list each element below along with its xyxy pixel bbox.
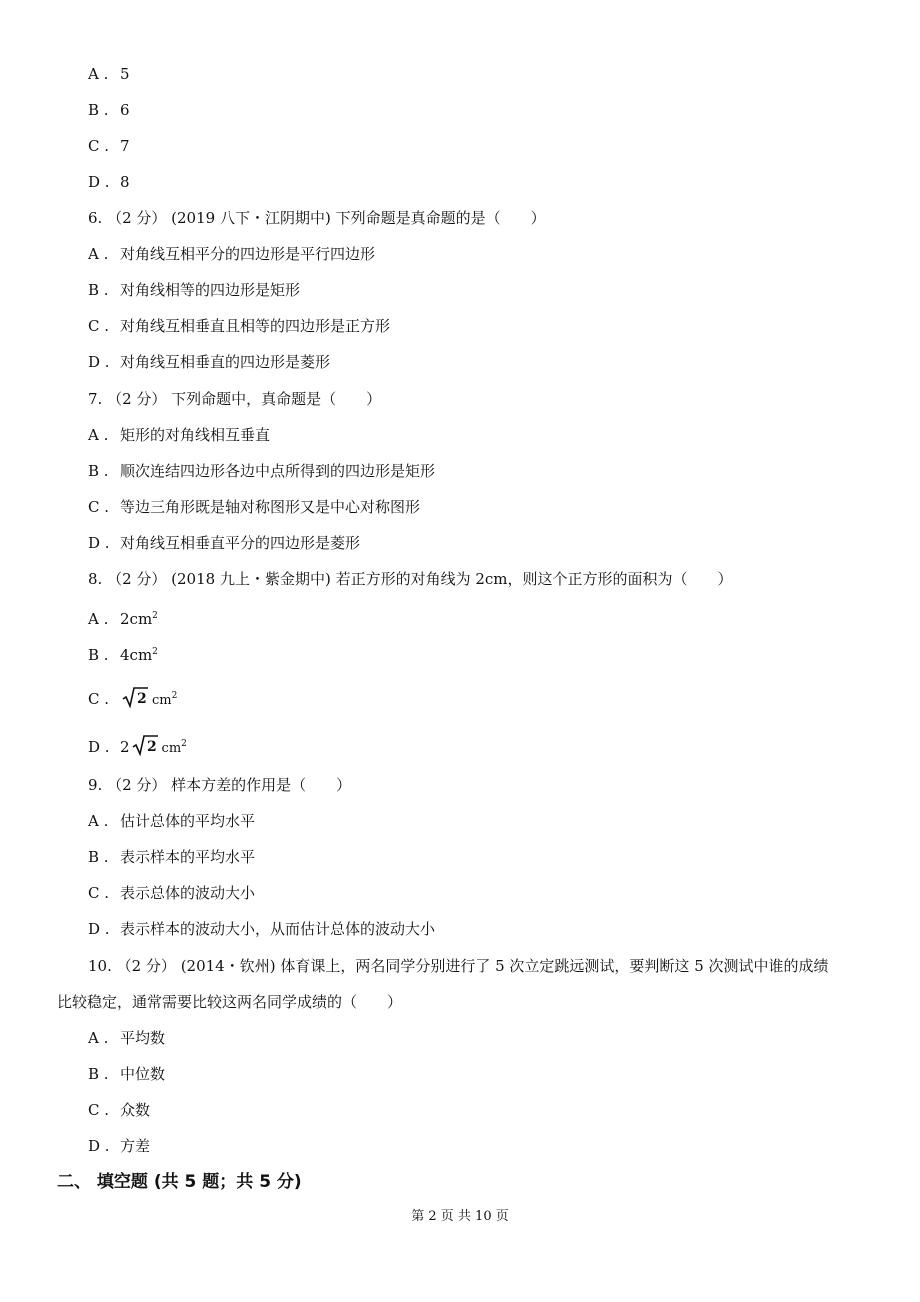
option-letter: A .	[88, 610, 109, 628]
option-letter: B .	[88, 281, 109, 299]
radicand: 2	[146, 739, 157, 755]
q6-option-a	[88, 244, 375, 264]
q8-option-a	[88, 606, 158, 629]
option-letter: D .	[88, 353, 110, 371]
option-letter: D .	[88, 534, 110, 552]
option-text: 估计总体的平均水平	[120, 812, 256, 830]
q10-option-b	[88, 1064, 165, 1084]
option-text: 对角线互相垂直且相等的四边形是正方形	[120, 317, 391, 335]
q5-option-a	[88, 64, 130, 84]
option-text: 表示总体的波动大小	[120, 884, 256, 902]
q10-option-a	[88, 1028, 165, 1048]
option-letter: B .	[88, 646, 109, 664]
option-text: 4cm	[120, 646, 153, 664]
q5-option-d	[88, 172, 130, 192]
option-text: 7	[120, 137, 130, 155]
q6-option-b	[88, 280, 300, 300]
q7-option-b	[88, 461, 435, 481]
option-letter: A .	[88, 1029, 109, 1047]
option-text: 平均数	[120, 1029, 166, 1047]
option-text: 8	[120, 173, 130, 191]
q8-stem: 8. （2 分） (2018 九上・紫金期中) 若正方形的对角线为 2cm，则这个正方形的面积为（ ）	[88, 570, 733, 588]
q8-option-d	[88, 734, 187, 762]
option-letter: D .	[88, 173, 110, 191]
option-text: 等边三角形既是轴对称图形又是中心对称图形	[120, 498, 421, 516]
option-text: 顺次连结四边形各边中点所得到的四边形是矩形	[120, 462, 436, 480]
sqrt-expression	[132, 734, 158, 756]
q10-option-c	[88, 1100, 150, 1120]
option-text: 6	[120, 101, 130, 119]
q6-stem: 6. （2 分） (2019 八下・江阴期中) 下列命题是真命题的是（ ）	[88, 209, 546, 227]
option-letter: B .	[88, 848, 109, 866]
option-letter: A .	[88, 245, 109, 263]
q5-option-c	[88, 136, 130, 156]
radicand: 2	[137, 691, 147, 707]
section-heading: 二、 填空题 (共 5 题；共 5 分)	[57, 1172, 302, 1192]
option-letter: A .	[88, 426, 109, 444]
q9-option-b	[88, 847, 255, 867]
option-text: 对角线互相垂直平分的四边形是菱形	[120, 534, 361, 552]
option-letter: C .	[88, 690, 110, 708]
q8-option-c	[88, 686, 177, 714]
option-letter: C .	[88, 498, 110, 516]
option-text: 表示样本的平均水平	[120, 848, 256, 866]
option-letter: D .	[88, 1137, 110, 1155]
option-text: 众数	[120, 1101, 151, 1119]
q7-option-d	[88, 533, 360, 553]
option-unit: cm	[161, 741, 182, 756]
q9-option-a	[88, 811, 255, 831]
q10-option-d	[88, 1136, 150, 1156]
option-text: 方差	[120, 1137, 151, 1155]
q7-option-a	[88, 425, 270, 445]
superscript: 2	[152, 647, 158, 657]
option-prefix: 2	[120, 738, 130, 756]
option-letter: B .	[88, 462, 109, 480]
q10-stem-line1: 10. （2 分） (2014・钦州) 体育课上，两名同学分别进行了 5 次立定跳远测试，要判断这 5 次测试中谁的成绩	[88, 957, 829, 975]
option-letter: C .	[88, 884, 110, 902]
option-letter: C .	[88, 137, 110, 155]
option-letter: B .	[88, 101, 109, 119]
q5-option-b	[88, 100, 130, 120]
q8-option-b	[88, 642, 158, 665]
q6-option-c	[88, 316, 390, 336]
option-text: 对角线互相垂直的四边形是菱形	[120, 353, 331, 371]
option-letter: D .	[88, 920, 110, 938]
q6-option-d	[88, 352, 330, 372]
sqrt-symbol	[122, 686, 148, 708]
q9-option-d	[88, 919, 435, 939]
option-text: 2cm	[120, 610, 153, 628]
superscript: 2	[181, 739, 187, 749]
q9-stem: 9. （2 分） 样本方差的作用是（ ）	[88, 776, 352, 794]
q9-option-c	[88, 883, 255, 903]
sqrt-expression	[122, 686, 148, 708]
q10-stem-line2: 比较稳定，通常需要比较这两名同学成绩的（ ）	[57, 993, 403, 1011]
option-letter: C .	[88, 1101, 110, 1119]
option-letter: C .	[88, 317, 110, 335]
sqrt-symbol	[132, 734, 158, 756]
option-text: 中位数	[120, 1065, 166, 1083]
q7-option-c	[88, 497, 420, 517]
option-text: 5	[120, 65, 130, 83]
option-letter: A .	[88, 65, 109, 83]
page-footer: 第 2 页 共 10 页	[411, 1209, 509, 1224]
option-letter: A .	[88, 812, 109, 830]
option-letter: B .	[88, 1065, 109, 1083]
option-text: 表示样本的波动大小，从而估计总体的波动大小	[120, 920, 436, 938]
option-letter: D .	[88, 738, 110, 756]
q7-stem: 7. （2 分） 下列命题中，真命题是（ ）	[88, 390, 382, 408]
option-text: 对角线互相平分的四边形是平行四边形	[120, 245, 376, 263]
option-text: 对角线相等的四边形是矩形	[120, 281, 301, 299]
option-unit: cm	[152, 693, 172, 708]
superscript: 2	[152, 611, 158, 621]
option-text: 矩形的对角线相互垂直	[120, 426, 271, 444]
superscript: 2	[171, 691, 178, 701]
